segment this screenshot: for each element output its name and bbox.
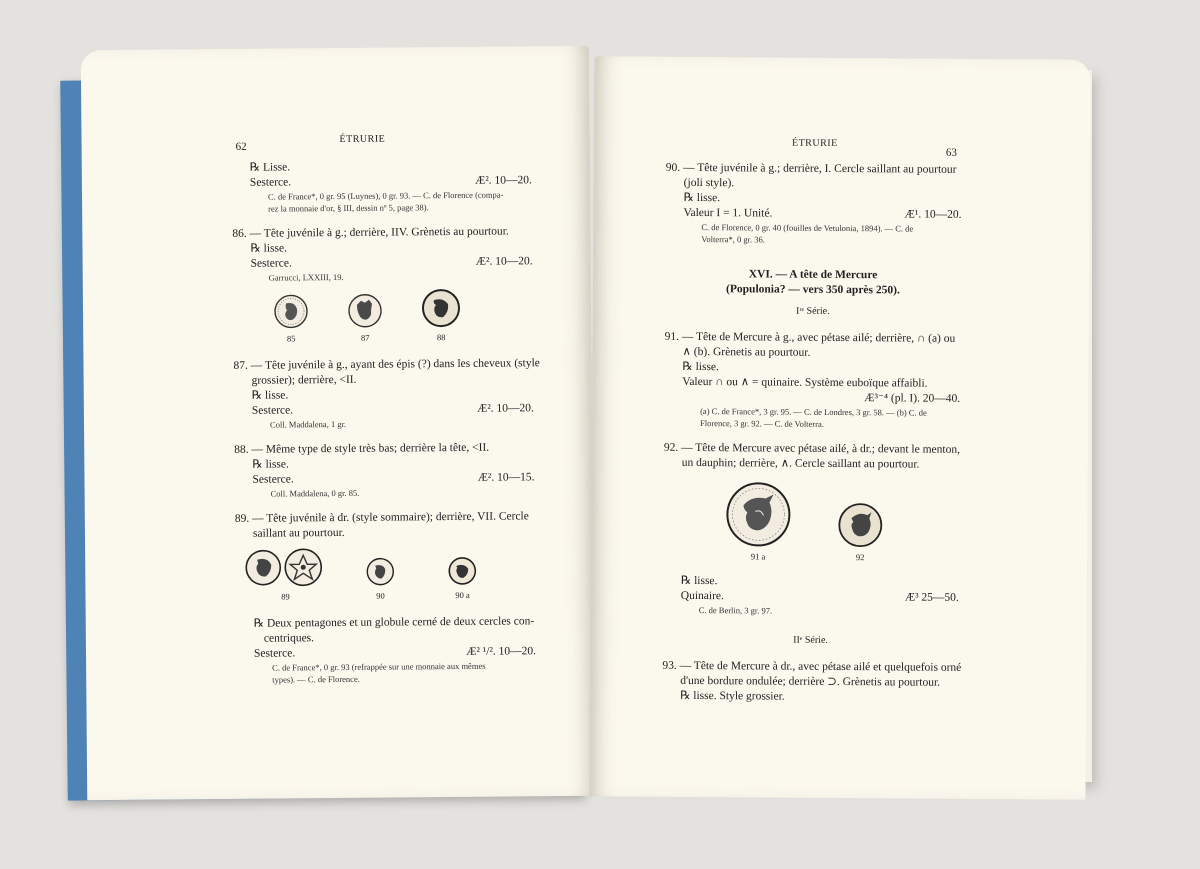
entry-93 [662,659,962,706]
coin-90 [365,557,395,604]
rarity: Æ². 10—20. [477,402,534,415]
coin-label: 91 a [750,551,766,562]
coin-87 [347,293,383,346]
denomination: Sesterce. [253,647,296,660]
rarity: Æ³ 25—50. [904,591,959,604]
reference: C. de France*, 0 gr. 95 (Luynes), 0 gr. 93. — C. de Florence (compa- [267,189,504,202]
left-page [81,46,596,800]
coin-label: 89 [281,591,290,602]
entry-desc-cont: un dauphin; derrière, ∧. Cercle saillant au pourtour. [681,456,920,471]
coin-label: 90 [376,590,385,601]
coin-85 [273,293,309,346]
coin-head-icon [421,288,461,328]
coin-head-icon [273,293,309,329]
reference: (a) C. de France*, 3 gr. 95. — C. de Londres, 3 gr. 58. — (b) C. de [700,406,927,418]
reference: C. de Florence, 0 gr. 40 (fouilles de Vetulonia, 1894). — C. de [701,222,914,234]
coin-90a [447,556,477,603]
reference: types). — C. de Florence. [272,673,360,685]
denomination: Sesterce. [250,257,292,270]
entry-desc-cont: d'une bordure ondulée; derrière ⊃. Grènetis au pourtour. [680,674,941,689]
rarity: Æ² ¹/². 10—20. [466,645,537,658]
rarity: Æ². 10—20. [475,255,533,268]
coin-illustrations [233,287,533,347]
reverse-desc: ℞ lisse. [250,242,288,255]
running-header: ÉTRURIE [791,137,838,149]
entry-desc-cont: ∧ (b). Grènetis au pourtour. [682,345,811,359]
entry-desc: 89. — Tête juvénile à dr. (style sommaire); derrière, VII. Cercle [234,510,529,525]
reverse-desc: ℞ Lisse. [249,161,291,174]
denomination: Valeur I = 1. Unité. [683,206,773,220]
coin-mercury-icon [725,481,791,547]
coin-92 [837,502,883,565]
reference: Garrucci, LXXIII, 19. [268,271,344,283]
coin-label: 88 [436,332,446,343]
series-heading: IIᵉ Série. [793,634,828,646]
denomination: Sesterce. [251,404,294,417]
reference: C. de France*, 0 gr. 93 (refrappée sur une monnaie aux mêmes [272,660,486,673]
reference: Coll. Maddalena, 1 gr. [269,418,347,430]
coin-illustrations [235,545,535,605]
rarity: Æ². 10—15. [477,471,535,484]
entry-desc: 91. — Tête de Mercure à g., avec pétase ailé; derrière, ∩ (a) ou [664,330,956,345]
entry-86 [232,224,532,284]
entry-90 [665,161,962,247]
coin-91a [725,481,792,564]
denomination: Sesterce. [252,473,294,486]
left-page-text [232,158,540,686]
entry-89 [235,509,535,542]
section-heading [665,267,961,320]
reference: Florence, 3 gr. 92. — C. de Volterra. [699,418,824,429]
entry-87 [233,356,540,431]
reference: Volterra*, 0 gr. 36. [701,234,765,245]
rarity: Æ³⁻⁴ (pl. I). 20—40. [864,392,961,405]
entry-92 [664,441,960,473]
coin-label: 92 [855,552,865,563]
coin-label: 87 [360,332,370,343]
entry-92-reverse [663,574,959,618]
series-heading: Iʳᵉ Série. [795,305,830,317]
reverse-desc: ℞ lisse. [683,191,721,205]
entry-desc: 93. — Tête de Mercure à dr., avec pétase ailé et quelquefois orné [662,659,962,674]
page-number: 62 [235,140,247,153]
reference: Coll. Maddalena, 0 gr. 85. [270,487,360,499]
entry-desc: 88. — Même type de style très bas; derrière la tête, <II. [234,441,490,456]
coin-illustrations [663,481,960,566]
denomination: Valeur ∩ ou ∧ = quinaire. Système euboïque affaibli. [682,375,928,390]
reverse-desc: ℞ lisse. Style grossier. [680,689,785,703]
coin-88 [421,288,461,345]
right-page-text [662,161,962,706]
coin-head-icon [347,293,383,329]
entry-desc: 87. — Tête juvénile à g., ayant des épis (?) dans les cheveux (style [233,357,540,372]
denomination: Sesterce. [249,176,292,189]
rarity: Æ¹. 10—20. [904,208,962,221]
entry-desc: 92. — Tête de Mercure avec pétase ailé, à dr.; devant le menton, [663,441,961,456]
entry-89-reverse [236,614,537,686]
reference: C. de Berlin, 3 gr. 97. [698,605,773,616]
reverse-desc: ℞ lisse. [252,458,289,471]
running-header: ÉTRURIE [339,133,386,145]
coin-mercury-icon [837,502,883,548]
coin-label: 90 a [455,589,470,600]
reverse-desc: ℞ lisse. [680,574,718,588]
right-page [589,56,1090,799]
section-subtitle: (Populonia? — vers 350 après 250). [726,283,900,297]
coin-head-icon [365,557,395,587]
entry-88 [234,440,534,500]
entry-91 [664,330,961,431]
reverse-desc: ℞ lisse. [251,389,289,402]
denomination: Quinaire. [680,589,724,603]
entry-desc-cont: (joli style). [683,176,735,190]
entry-desc: 90. — Tête juvénile à g.; derrière, I. Cercle saillant au pourtour [665,161,957,176]
coin-label: 85 [286,333,296,344]
entry-desc: 86. — Tête juvénile à g.; derrière, IIV. Grènetis au pourtour. [232,225,509,240]
reference: rez la monnaie d'or, § III, dessin nº 5, page 38). [268,202,429,214]
coin-head-icon [447,556,477,586]
entry-desc-cont: grossier); derrière, <II. [251,373,357,387]
coin-89 [245,547,325,605]
entry-intro [232,158,532,215]
page-number: 63 [945,146,957,159]
entry-desc-cont: saillant au pourtour. [252,526,345,540]
reverse-desc-cont: centriques. [263,632,315,645]
reverse-desc: ℞ lisse. [682,360,719,374]
section-title: XVI. — A tête de Mercure [748,268,878,282]
coin-pair-icon [245,547,325,588]
reverse-desc: ℞ Deux pentagones et un globule cerné de deux cercles con- [253,615,535,630]
rarity: Æ². 10—20. [475,174,532,187]
